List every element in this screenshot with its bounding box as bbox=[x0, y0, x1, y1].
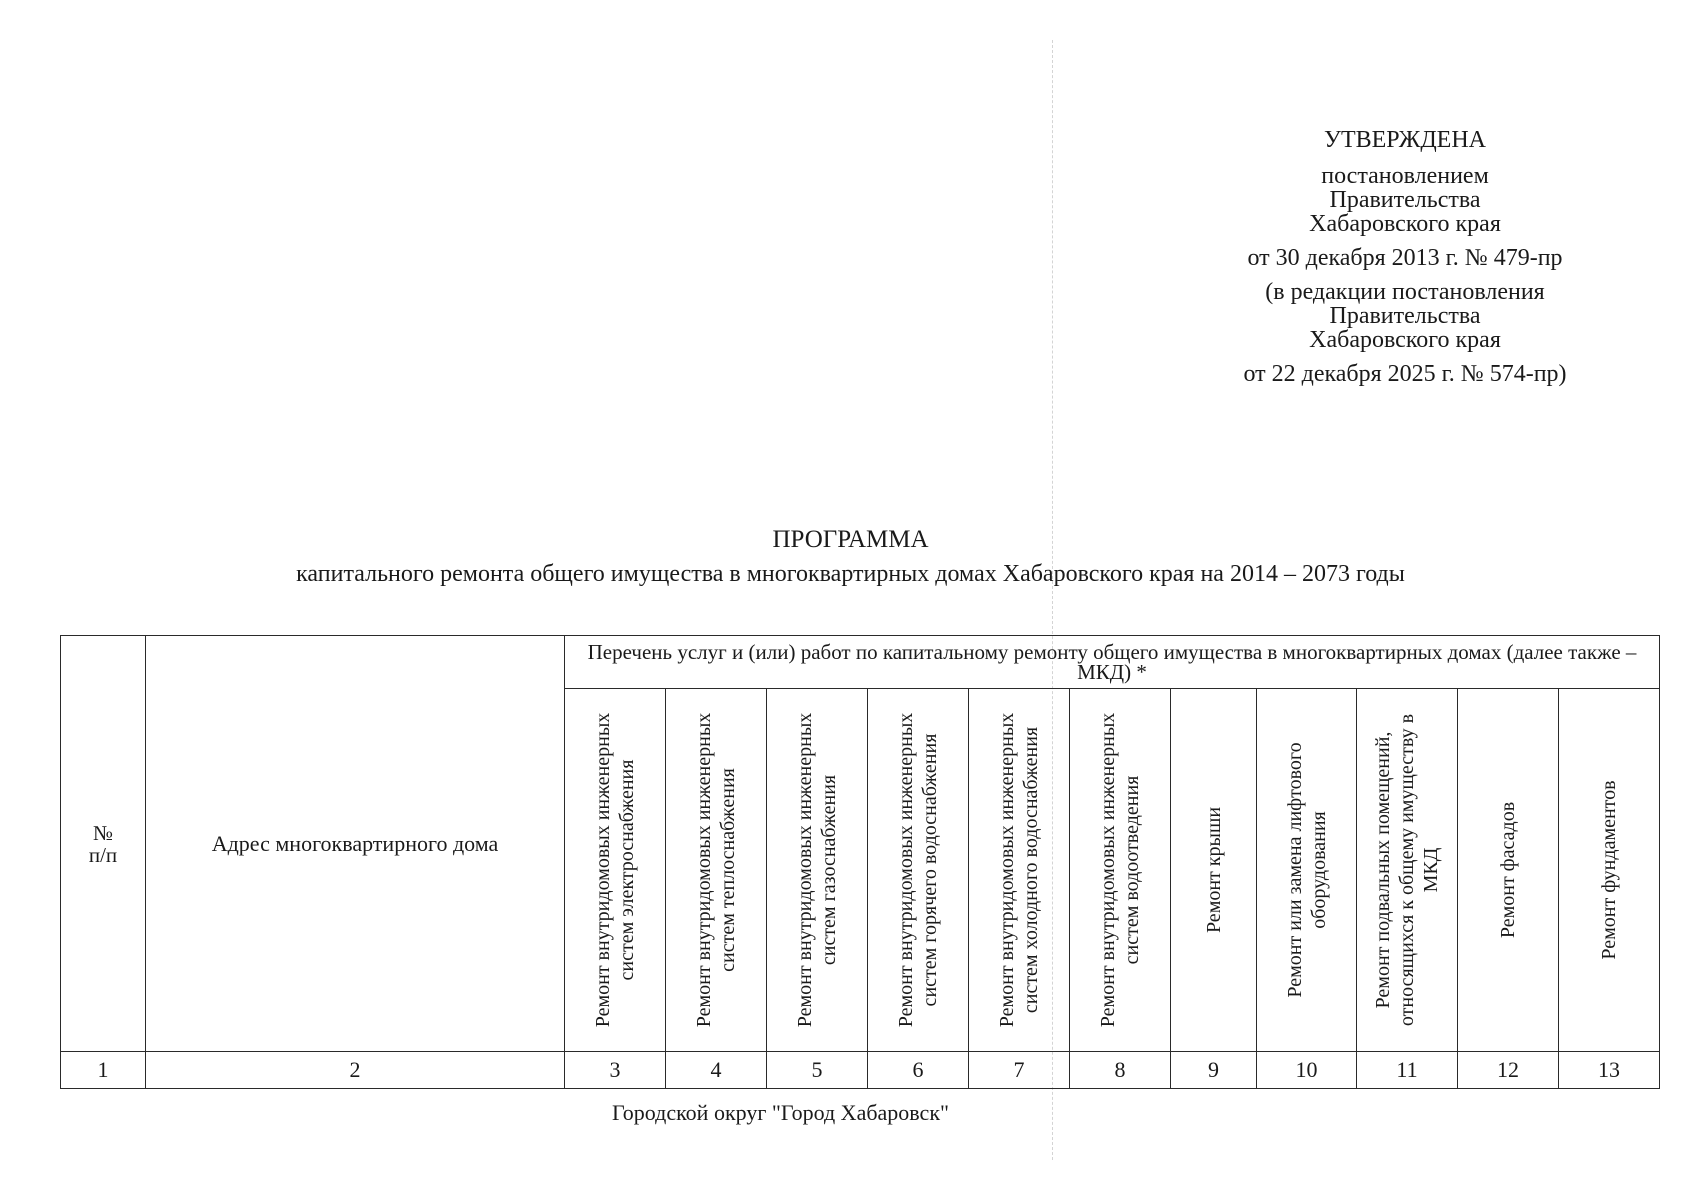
header-work-label: Ремонт внутридомовых инженерных систем водоотведения bbox=[1097, 712, 1143, 1028]
column-number: 13 bbox=[1559, 1052, 1660, 1089]
approval-line: Хабаровского края bbox=[1309, 327, 1501, 353]
header-work-cell bbox=[1257, 689, 1357, 1052]
header-work-label: Ремонт подвальных помещений, относящихся к общему имуществу в МКД bbox=[1372, 713, 1442, 1027]
header-work-label: Ремонт крыши bbox=[1202, 806, 1225, 934]
header-work-cell bbox=[969, 689, 1070, 1052]
header-work-cell bbox=[565, 689, 666, 1052]
column-number: 7 bbox=[969, 1052, 1070, 1089]
header-work-cell bbox=[767, 689, 868, 1052]
header-work-cell bbox=[1171, 689, 1257, 1052]
header-work-label: Ремонт внутридомовых инженерных систем холодного водоснабжения bbox=[996, 712, 1042, 1028]
header-work-cell bbox=[1357, 689, 1458, 1052]
column-number: 11 bbox=[1357, 1052, 1458, 1089]
header-work-label: Ремонт или замена лифтового оборудования bbox=[1283, 742, 1330, 998]
column-number: 6 bbox=[868, 1052, 969, 1089]
document-subtitle: капитального ремонта общего имущества в многоквартирных домах Хабаровского края на 2014 – 2073 годы bbox=[296, 561, 1405, 587]
approval-heading: УТВЕРЖДЕНА bbox=[1323, 127, 1487, 153]
section-label-container bbox=[0, 1100, 1701, 1126]
column-number: 12 bbox=[1458, 1052, 1559, 1089]
header-work-cell bbox=[1559, 689, 1660, 1052]
approval-line: постановлением bbox=[1321, 163, 1489, 189]
header-work-cell bbox=[868, 689, 969, 1052]
column-number: 8 bbox=[1070, 1052, 1171, 1089]
approval-line: Правительства bbox=[1329, 187, 1481, 213]
column-number: 2 bbox=[146, 1052, 565, 1089]
header-work-cell bbox=[666, 689, 767, 1052]
column-number-row bbox=[61, 1052, 1660, 1089]
header-work-label: Ремонт внутридомовых инженерных систем горячего водоснабжения bbox=[895, 712, 941, 1028]
approval-line: Хабаровского края bbox=[1309, 211, 1501, 237]
header-work-label: Ремонт внутридомовых инженерных систем газоснабжения bbox=[794, 712, 840, 1028]
approval-line: от 30 декабря 2013 г. № 479-пр bbox=[1247, 245, 1563, 271]
header-work-label: Ремонт внутридомовых инженерных систем электроснабжения bbox=[592, 712, 638, 1028]
header-works-group: Перечень услуг и (или) работ по капитальному ремонту общего имущества в многоквартирных домах (далее также – МКД) * bbox=[565, 636, 1660, 689]
header-work-cell bbox=[1458, 689, 1559, 1052]
column-number: 4 bbox=[666, 1052, 767, 1089]
header-number bbox=[61, 636, 146, 1052]
column-number: 9 bbox=[1171, 1052, 1257, 1089]
header-address: Адрес многоквартирного дома bbox=[146, 636, 565, 1052]
column-number: 5 bbox=[767, 1052, 868, 1089]
approval-line: Правительства bbox=[1329, 303, 1481, 329]
column-number: 10 bbox=[1257, 1052, 1357, 1089]
column-number: 1 bbox=[61, 1052, 146, 1089]
approval-line: (в редакции постановления bbox=[1265, 279, 1545, 305]
column-number: 3 bbox=[565, 1052, 666, 1089]
header-work-label: Ремонт фундаментов bbox=[1598, 780, 1620, 960]
approval-stamp bbox=[1195, 128, 1615, 386]
document-title: ПРОГРАММА bbox=[772, 526, 929, 553]
approval-line: от 22 декабря 2025 г. № 574-пр) bbox=[1243, 361, 1567, 387]
section-label: Городской округ "Город Хабаровск" bbox=[611, 1100, 949, 1125]
header-work-cell bbox=[1070, 689, 1171, 1052]
header-work-label: Ремонт внутридомовых инженерных систем теплоснабжения bbox=[693, 712, 739, 1028]
program-table bbox=[60, 635, 1660, 1089]
header-work-label: Ремонт фасадов bbox=[1497, 801, 1519, 939]
header-number-label: № п/п bbox=[88, 820, 118, 867]
